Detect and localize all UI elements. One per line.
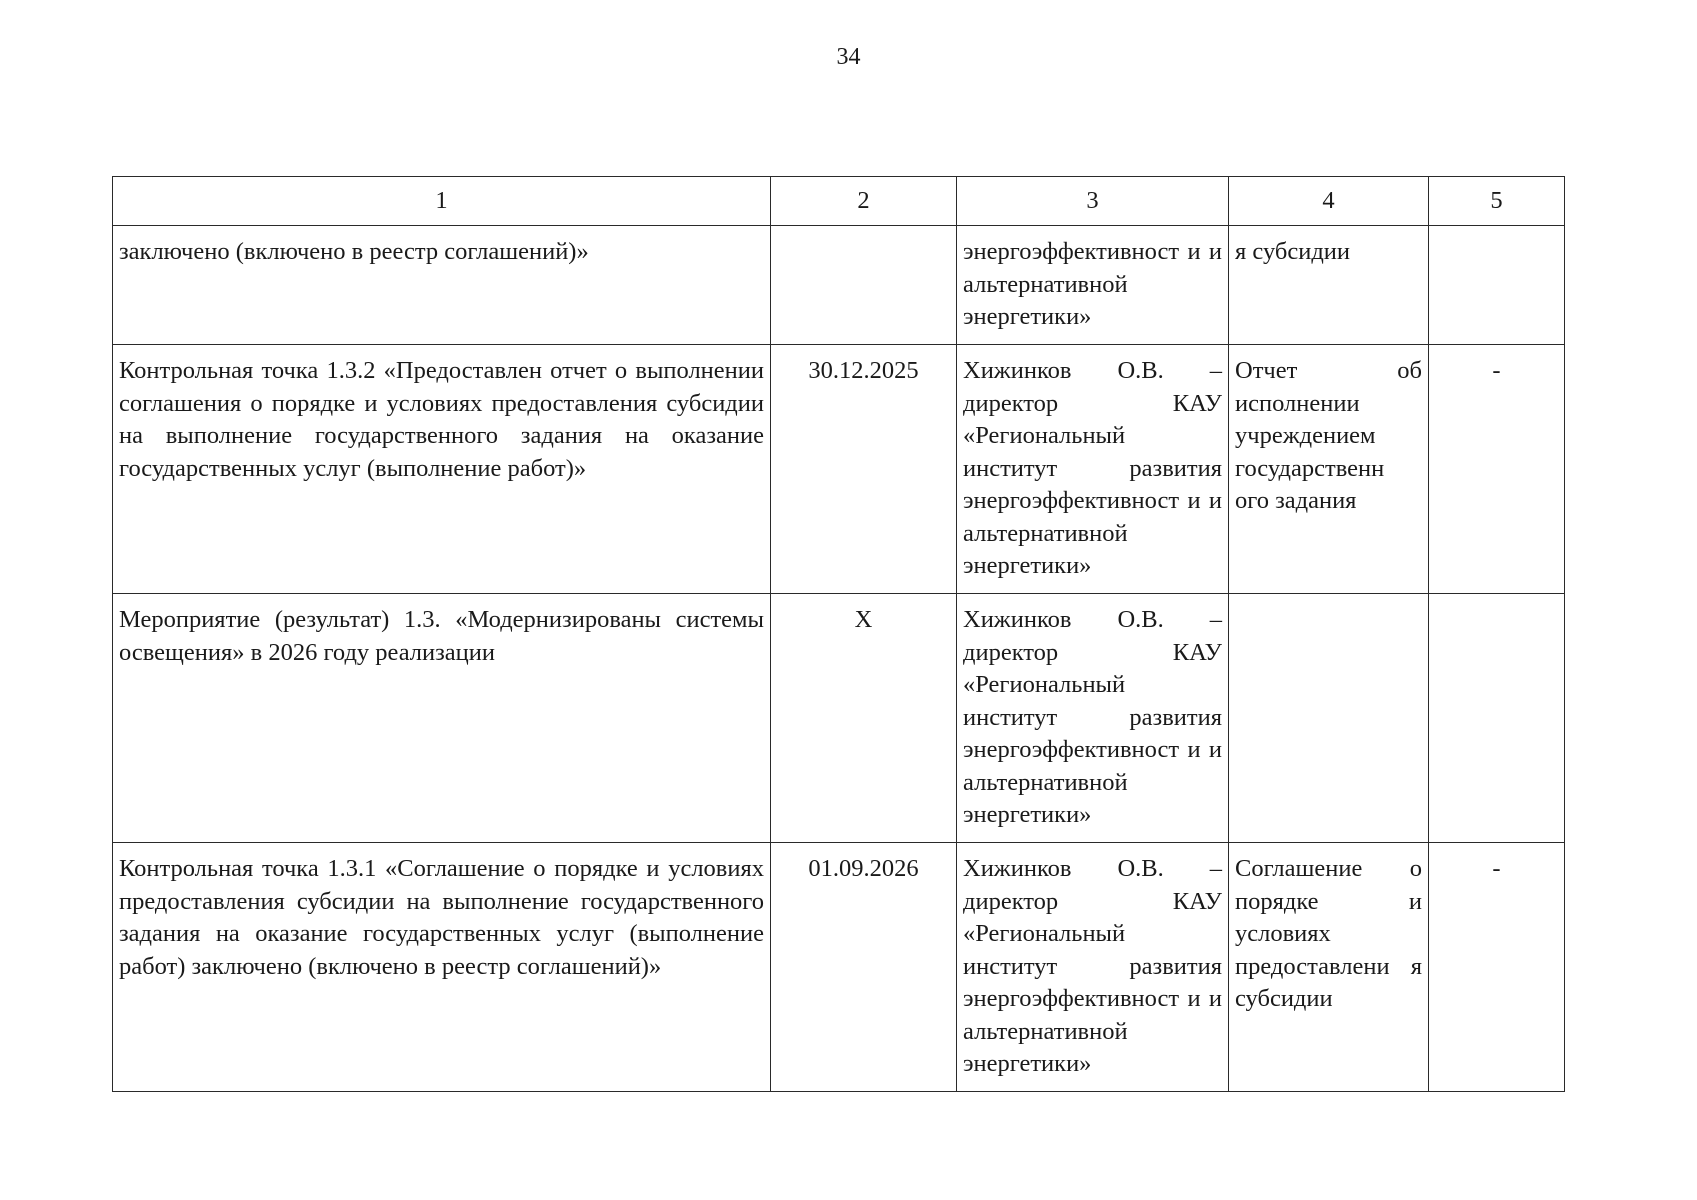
date-cell (771, 226, 957, 345)
header-cell-3: 3 (957, 177, 1229, 226)
description-cell: Контрольная точка 1.3.1 «Соглашение о порядке и условиях предоставления субсидии на выполнение государственного задания на оказание государственных услуг (выполнение работ) заключено (включено в реестр соглашений)» (113, 843, 771, 1092)
table-row (113, 226, 1565, 345)
table-header-row (113, 177, 1565, 226)
table-row (113, 345, 1565, 594)
page-number: 34 (836, 44, 861, 70)
date-cell: 30.12.2025 (771, 345, 957, 594)
table-row (113, 594, 1565, 843)
date-cell: Х (771, 594, 957, 843)
table-row (113, 843, 1565, 1092)
activity-table (112, 176, 1565, 1092)
document-cell: Соглашение о порядке и условиях предоставлени я субсидии (1229, 843, 1429, 1092)
note-cell: - (1429, 345, 1565, 594)
description-cell: Контрольная точка 1.3.2 «Предоставлен отчет о выполнении соглашения о порядке и условиях предоставления субсидии на выполнение государственного задания на оказание государственных услуг (выполнение работ)» (113, 345, 771, 594)
responsible-cell: Хижинков О.В. – директор КАУ «Региональный институт развития энергоэффективност и и альтернативной энергетики» (957, 843, 1229, 1092)
document-cell (1229, 594, 1429, 843)
header-cell-5: 5 (1429, 177, 1565, 226)
description-cell: заключено (включено в реестр соглашений)» (113, 226, 771, 345)
header-cell-4: 4 (1229, 177, 1429, 226)
note-cell: - (1429, 843, 1565, 1092)
document-cell: Отчет об исполнении учреждением государственн ого задания (1229, 345, 1429, 594)
date-cell: 01.09.2026 (771, 843, 957, 1092)
header-cell-2: 2 (771, 177, 957, 226)
responsible-cell: энергоэффективност и и альтернативной энергетики» (957, 226, 1229, 345)
responsible-cell: Хижинков О.В. – директор КАУ «Региональный институт развития энергоэффективност и и альтернативной энергетики» (957, 345, 1229, 594)
note-cell (1429, 594, 1565, 843)
description-cell: Мероприятие (результат) 1.3. «Модернизированы системы освещения» в 2026 году реализации (113, 594, 771, 843)
note-cell (1429, 226, 1565, 345)
responsible-cell: Хижинков О.В. – директор КАУ «Региональный институт развития энергоэффективност и и альтернативной энергетики» (957, 594, 1229, 843)
document-cell: я субсидии (1229, 226, 1429, 345)
header-cell-1: 1 (113, 177, 771, 226)
